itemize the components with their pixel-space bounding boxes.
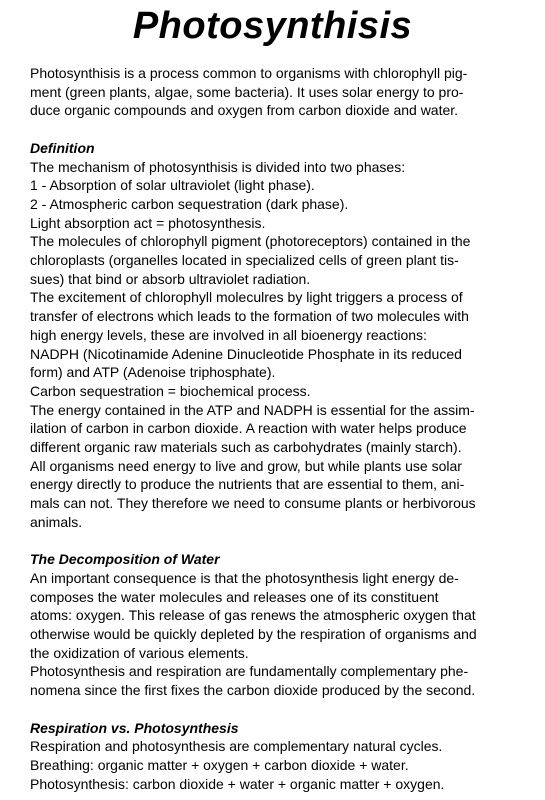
text-line: transfer of electrons which leads to the formation of two molecules with (30, 308, 469, 325)
text-line: Breathing: organic matter + oxygen + carbon dioxide + water. (30, 756, 409, 773)
document-body (30, 64, 522, 793)
text-line: form) and ATP (Adenoise triphosphate). (30, 364, 276, 381)
intro-paragraph (30, 64, 522, 120)
text-line: duce organic compounds and oxygen from carbon dioxide and water. (30, 102, 459, 119)
decomposition-section (30, 550, 522, 700)
page-title: Photosynthisis (132, 5, 413, 47)
text-line: otherwise would be quickly depleted by the respiration of organisms and (30, 626, 477, 643)
respiration-section (30, 719, 522, 794)
text-line: The energy contained in the ATP and NADPH is essential for the assim- (30, 401, 475, 418)
section-heading-definition: Definition (30, 139, 95, 156)
text-line: An important consequence is that the photosynthesis light energy de- (30, 569, 459, 586)
text-line: All organisms need energy to live and grow, but while plants use solar (30, 457, 462, 474)
text-line: the oxidization of various elements. (30, 644, 249, 661)
text-line: 1 - Absorption of solar ultraviolet (light phase). (30, 177, 315, 194)
text-line: The mechanism of photosynthisis is divided into two phases: (30, 158, 406, 175)
text-line: NADPH (Nicotinamide Adenine Dinucleotide Phosphate in its reduced (30, 345, 462, 362)
text-line: different organic raw materials such as carbohydrates (mainly starch). (30, 439, 462, 456)
paragraph-gap (30, 120, 522, 139)
text-line: Photosynthisis is a process common to organisms with chlorophyll pig- (30, 65, 468, 81)
text-line: Carbon sequestration = biochemical process. (30, 382, 311, 399)
definition-section (30, 139, 522, 532)
text-line: 2 - Atmospheric carbon sequestration (dark phase). (30, 195, 349, 212)
text-line: sues) that bind or absorb ultraviolet radiation. (30, 270, 311, 287)
text-line: Photosynthesis and respiration are fundamentally complementary phe- (30, 663, 469, 680)
text-line: animals. (30, 513, 83, 530)
text-line: high energy levels, these are involved in all bioenergy reactions: (30, 326, 427, 343)
section-heading-respiration: Respiration vs. Photosynthesis (30, 719, 239, 736)
text-line: Light absorption act = photosynthesis. (30, 214, 266, 231)
paragraph-gap (30, 700, 522, 719)
text-line: Respiration and photosynthesis are complementary natural cycles. (30, 738, 443, 755)
text-line: energy directly to produce the nutrients that are essential to them, ani- (30, 476, 465, 493)
text-line: The excitement of chlorophyll moleculres by light triggers a process of (30, 289, 463, 306)
text-line: nomena since the first fixes the carbon dioxide produced by the second. (30, 682, 476, 699)
section-heading-decomposition: The Decomposition of Water (30, 551, 220, 568)
text-line: chloroplasts (organelles located in specialized cells of green plant tis- (30, 252, 459, 269)
paragraph-gap (30, 532, 522, 551)
text-line: composes the water molecules and releases one of its constituent (30, 588, 439, 605)
text-line: mals can not. They therefore we need to consume plants or herbivorous (30, 495, 476, 512)
text-line: Photosynthesis: carbon dioxide + water + organic matter + oxygen. (30, 775, 445, 792)
text-line: ment (green plants, algae, some bacteria). It uses solar energy to pro- (30, 83, 464, 100)
text-line: The molecules of chlorophyll pigment (photoreceptors) contained in the (30, 233, 471, 250)
text-line: ilation of carbon in carbon dioxide. A reaction with water helps produce (30, 420, 467, 437)
text-line: atoms: oxygen. This release of gas renews the atmospheric oxygen that (30, 607, 476, 624)
